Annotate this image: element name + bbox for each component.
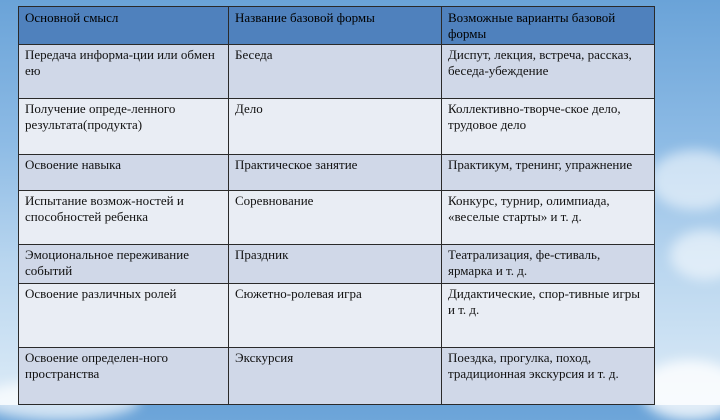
cell-meaning: Эмоциональное переживание событий: [19, 245, 229, 284]
cell-form: Праздник: [229, 245, 442, 284]
cell-variants: Поездка, прогулка, поход, традиционная экскурсия и т. д.: [442, 347, 655, 404]
cell-meaning: Передача информа-ции или обмен ею: [19, 45, 229, 99]
cell-meaning: Получение опреде-ленного результата(продукта): [19, 99, 229, 154]
cell-variants: Театрализация, фе-стиваль, ярмарка и т. д.: [442, 245, 655, 284]
cell-form: Практическое занятие: [229, 154, 442, 191]
cell-variants: Практикум, тренинг, упражнение: [442, 154, 655, 191]
cell-meaning: Освоение навыка: [19, 154, 229, 191]
header-variants: Возможные варианты базовой формы: [442, 7, 655, 45]
background-cloud: [650, 150, 720, 210]
table-row: [19, 245, 655, 284]
background-cloud: [670, 230, 720, 280]
cell-form: Дело: [229, 99, 442, 154]
table-row: [19, 99, 655, 154]
table-row: [19, 154, 655, 191]
header-base-form: Название базовой формы: [229, 7, 442, 45]
forms-table: [18, 6, 655, 405]
table-row: [19, 191, 655, 245]
table-row: [19, 45, 655, 99]
table-row: [19, 283, 655, 347]
cell-variants: Диспут, лекция, встреча, рассказ, беседа-убеждение: [442, 45, 655, 99]
table-row: [19, 347, 655, 404]
cell-meaning: Освоение различных ролей: [19, 283, 229, 347]
cell-form: Экскурсия: [229, 347, 442, 404]
header-main-meaning: Основной смысл: [19, 7, 229, 45]
cell-variants: Коллективно-творче-ское дело, трудовое дело: [442, 99, 655, 154]
cell-meaning: Освоение определен-ного пространства: [19, 347, 229, 404]
table-header-row: [19, 7, 655, 45]
cell-form: Беседа: [229, 45, 442, 99]
cell-variants: Конкурс, турнир, олимпиада, «веселые старты» и т. д.: [442, 191, 655, 245]
cell-form: Сюжетно-ролевая игра: [229, 283, 442, 347]
cell-form: Соревнование: [229, 191, 442, 245]
cell-variants: Дидактические, спор-тивные игры и т. д.: [442, 283, 655, 347]
cell-meaning: Испытание возмож-ностей и способностей ребенка: [19, 191, 229, 245]
